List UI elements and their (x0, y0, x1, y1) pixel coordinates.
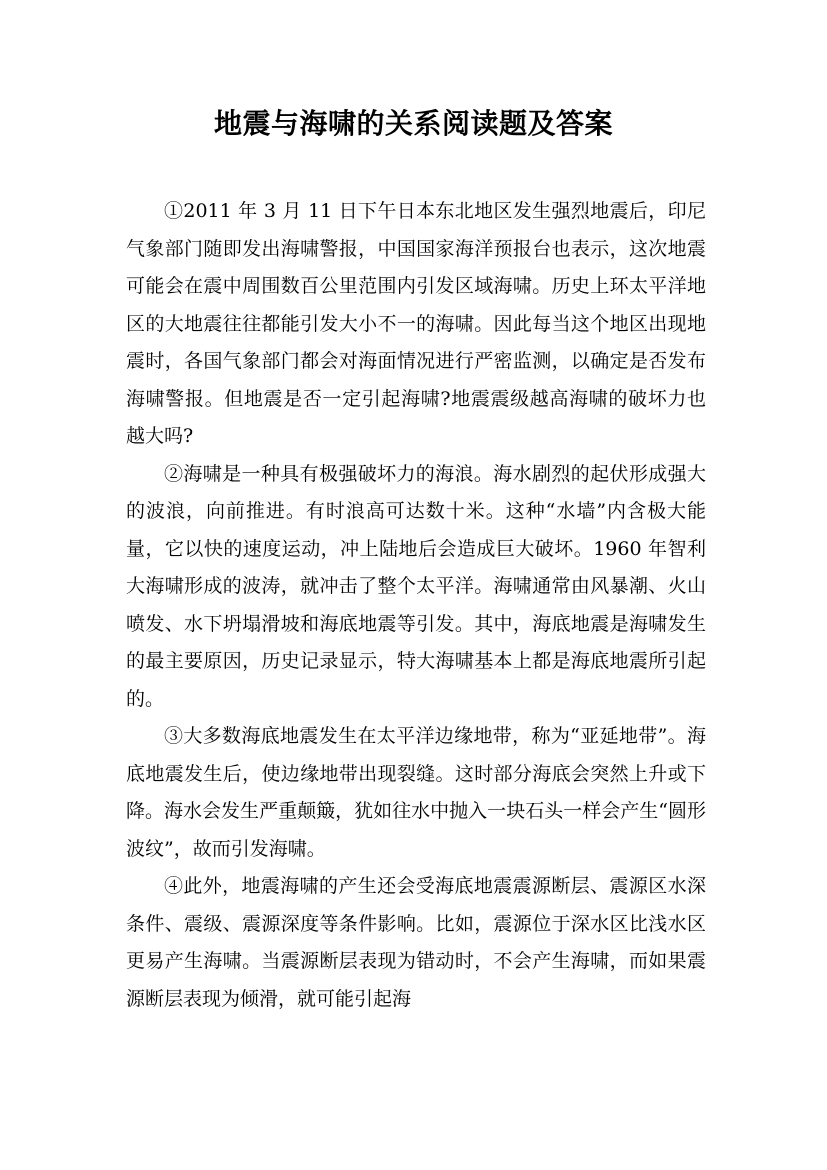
paragraph-2: ②海啸是一种具有极强破坏力的海浪。海水剧烈的起伏形成强大的波浪，向前推进。有时浪高可达数十米。这种“水墙”内含极大能量，它以快的速度运动，冲上陆地后会造成巨大破坏。1960 年智利大海啸形成的波涛，就冲击了整个太平洋。海啸通常由风暴潮、火山喷发、水下坍塌滑坡和海底地震等引发。其中，海底地震是海啸发生的最主要原因，历史记录显示，特大海啸基本上都是海底地震所引起的。 (126, 462, 706, 710)
paragraph-4: ④此外，地震海啸的产生还会受海底地震震源断层、震源区水深条件、震级、震源深度等条件影响。比如，震源位于深水区比浅水区更易产生海啸。当震源断层表现为错动时，不会产生海啸，而如果震源断层表现为倾滑，就可能引起海 (126, 875, 706, 1010)
paragraph-1: ①2011 年 3 月 11 日下午日本东北地区发生强烈地震后，印尼气象部门随即发出海啸警报，中国国家海洋预报台也表示，这次地震可能会在震中周围数百公里范围内引发区域海啸。历史上环太平洋地区的大地震往往都能引发大小不一的海啸。因此每当这个地区出现地震时，各国气象部门都会对海面情况进行严密监测，以确定是否发布海啸警报。但地震是否一定引起海啸?地震震级越高海啸的破坏力也越大吗? (126, 200, 706, 447)
document-title: 地震与海啸的关系阅读题及答案 (213, 107, 613, 140)
document-body (126, 193, 706, 1018)
paragraph-3: ③大多数海底地震发生在太平洋边缘地带，称为“亚延地带”。海底地震发生后，使边缘地带出现裂缝。这时部分海底会突然上升或下降。海水会发生严重颠簸，犹如往水中抛入一块石头一样会产生“圆形波纹”，故而引发海啸。 (126, 725, 706, 860)
